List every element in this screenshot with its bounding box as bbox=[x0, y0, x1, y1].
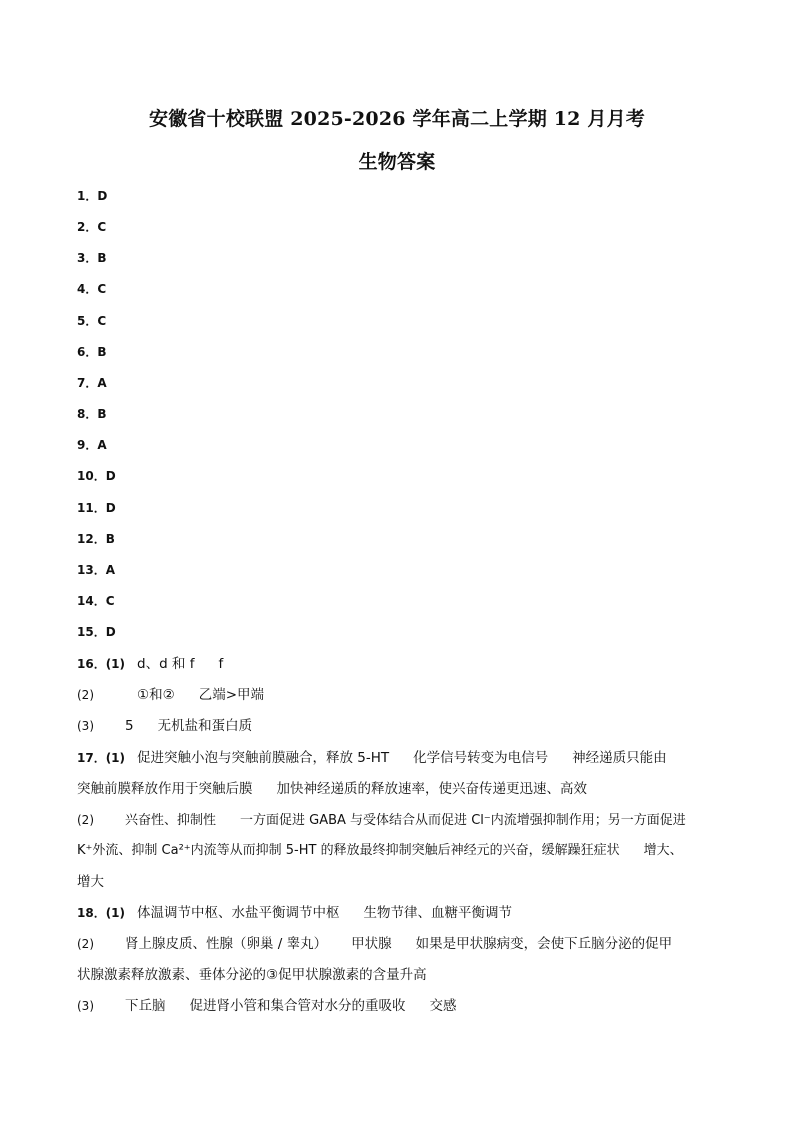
answer-letter: B bbox=[97, 344, 107, 359]
page-subtitle: 生物答案 bbox=[358, 151, 436, 173]
choice-answer-row bbox=[77, 437, 107, 453]
sub-question-label: (2) bbox=[77, 688, 94, 702]
answer-letter: A bbox=[97, 375, 107, 390]
q18-part2-cont bbox=[77, 966, 722, 984]
choice-answer-row bbox=[77, 313, 106, 329]
sub-question-label: (2) bbox=[77, 937, 94, 951]
question-number: 8． bbox=[77, 407, 98, 422]
choice-answer-row bbox=[77, 375, 107, 391]
question-number: 18．(1) bbox=[77, 906, 126, 920]
q16-part2 bbox=[77, 686, 722, 704]
question-number: 15． bbox=[77, 625, 106, 640]
answer-text: ①和② bbox=[137, 687, 175, 703]
q16-part3 bbox=[77, 717, 722, 735]
question-number: 12． bbox=[77, 531, 106, 546]
answer-text: 增大 bbox=[77, 874, 104, 890]
question-number: 4． bbox=[77, 282, 98, 297]
choice-answer-row bbox=[77, 531, 115, 547]
answer-text: f bbox=[218, 656, 224, 672]
q17-part1 bbox=[77, 749, 722, 767]
answer-text: 体温调节中枢、水盐平衡调节中枢 bbox=[137, 905, 340, 921]
answer-text: 加快神经递质的释放速率，使兴奋传递更迅速、高效 bbox=[276, 781, 587, 797]
answer-text: 突触前膜释放作用于突触后膜 bbox=[77, 781, 253, 797]
q18-part3 bbox=[77, 997, 722, 1015]
answer-text: 增大、 bbox=[643, 843, 683, 858]
answer-letter: D bbox=[97, 189, 108, 203]
answer-text: 5 bbox=[125, 718, 134, 734]
question-number: 3． bbox=[77, 251, 98, 266]
q17-part1-cont bbox=[77, 780, 722, 798]
question-number: 17．(1) bbox=[77, 751, 126, 765]
q18-part1 bbox=[77, 904, 722, 922]
answer-letter: C bbox=[97, 313, 107, 328]
answer-text: 乙端>甲端 bbox=[198, 687, 265, 703]
choice-answer-row bbox=[77, 562, 115, 578]
answer-letter: B bbox=[97, 251, 107, 266]
answer-text: d、d 和 f bbox=[137, 656, 195, 672]
q18-part2 bbox=[77, 935, 722, 953]
page-title: 安徽省十校联盟 2025-2026 学年高二上学期 12 月月考 bbox=[149, 108, 645, 130]
answer-text: 化学信号转变为电信号 bbox=[413, 750, 549, 766]
answer-letter: D bbox=[105, 625, 116, 640]
answer-text: 促进肾小管和集合管对水分的重吸收 bbox=[189, 998, 406, 1014]
answer-text: 如果是甲状腺病变，会使下丘脑分泌的促甲 bbox=[415, 936, 673, 952]
answer-text: 生物节律、血糖平衡调节 bbox=[363, 905, 512, 921]
question-number: 7． bbox=[77, 375, 98, 390]
answer-text: 无机盐和蛋白质 bbox=[157, 718, 253, 734]
answer-text: 一方面促进 GABA 与受体结合从而促进 Cl⁻内流增强抑制作用；另一方面促进 bbox=[240, 813, 686, 828]
choice-answer-row bbox=[77, 188, 107, 204]
answer-text: 兴奋性、抑制性 bbox=[125, 813, 217, 828]
question-number: 2． bbox=[77, 220, 98, 235]
choice-answer-row bbox=[77, 344, 107, 360]
question-number: 9． bbox=[77, 438, 98, 453]
q17-part2 bbox=[77, 811, 722, 830]
answer-letter: A bbox=[105, 562, 115, 577]
answer-letter: B bbox=[105, 531, 115, 546]
answer-text: 神经递质只能由 bbox=[572, 750, 667, 766]
choice-answer-row bbox=[77, 250, 107, 266]
answer-text: 甲状腺 bbox=[351, 936, 392, 952]
answer-text: 肾上腺皮质、性腺（卵巢 / 睾丸） bbox=[125, 936, 328, 952]
choice-answer-row bbox=[77, 624, 116, 640]
q16-part1 bbox=[77, 655, 722, 673]
answer-letter: A bbox=[97, 438, 107, 453]
answer-text: 交感 bbox=[429, 998, 457, 1014]
answer-letter: C bbox=[97, 282, 107, 297]
answer-letter: D bbox=[105, 500, 116, 515]
answer-letter: B bbox=[97, 407, 107, 422]
answer-text: K⁺外流、抑制 Ca²⁺内流等从而抑制 5-HT 的释放最终抑制突触后神经元的兴奋，缓解躁狂症状 bbox=[77, 843, 620, 858]
answer-letter: D bbox=[105, 469, 116, 484]
question-number: 16．(1) bbox=[77, 657, 126, 671]
q17-part2-cont2 bbox=[77, 873, 722, 891]
question-number: 10． bbox=[77, 469, 106, 484]
answer-text: 促进突触小泡与突触前膜融合，释放 5-HT bbox=[137, 750, 390, 766]
choice-answer-row bbox=[77, 281, 106, 297]
question-number: 14． bbox=[77, 593, 106, 608]
answer-letter: C bbox=[105, 593, 115, 608]
question-number: 1． bbox=[77, 189, 98, 203]
question-number: 13． bbox=[77, 562, 106, 577]
choice-answer-row bbox=[77, 468, 116, 484]
q17-part2-cont bbox=[77, 842, 722, 860]
answer-text: 下丘脑 bbox=[125, 998, 166, 1014]
choice-answer-row bbox=[77, 500, 116, 516]
answer-text: 状腺激素释放激素、垂体分泌的③促甲状腺激素的含量升高 bbox=[77, 967, 427, 983]
question-number: 5． bbox=[77, 313, 98, 328]
choice-answer-row bbox=[77, 593, 115, 609]
sub-question-label: (3) bbox=[77, 999, 94, 1013]
sub-question-label: (3) bbox=[77, 719, 94, 733]
sub-question-label: (2) bbox=[77, 813, 94, 827]
choice-answer-row bbox=[77, 219, 106, 235]
choice-answer-row bbox=[77, 406, 107, 422]
question-number: 11． bbox=[77, 500, 106, 515]
answer-letter: C bbox=[97, 220, 107, 235]
question-number: 6． bbox=[77, 344, 98, 359]
